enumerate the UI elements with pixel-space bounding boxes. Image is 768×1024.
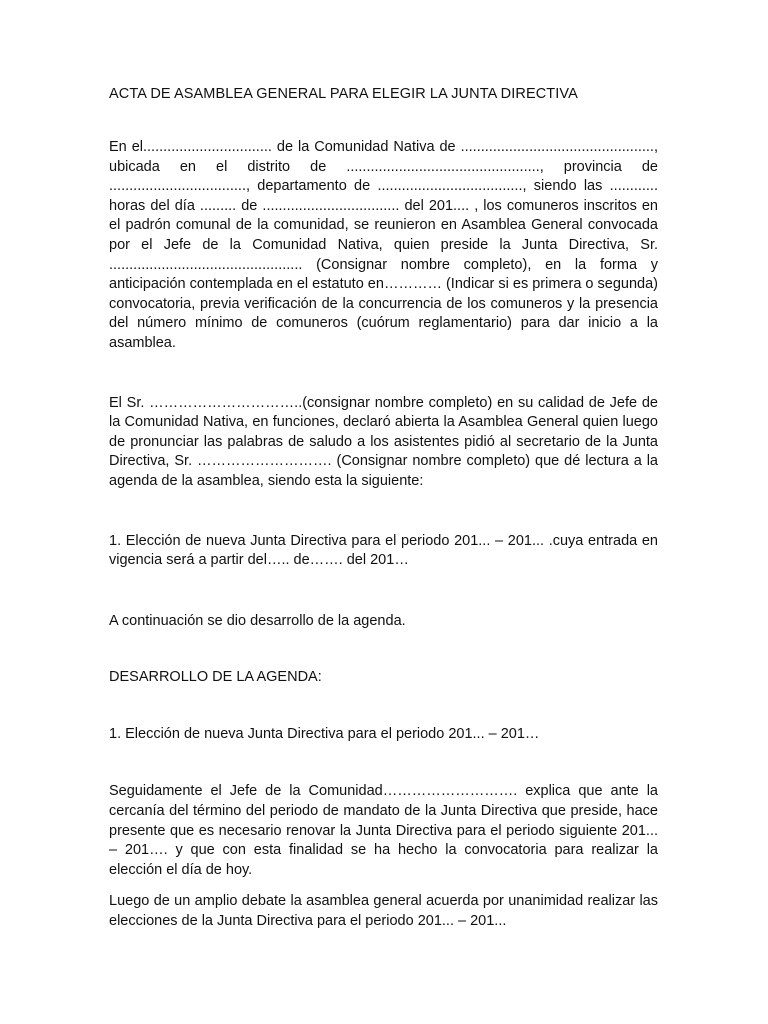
document-body	[109, 84, 658, 932]
agenda-development-item: 1. Elección de nueva Junta Directiva para el periodo 201... – 201…	[109, 725, 540, 742]
opening-statement-paragraph: El Sr. …………………………..(consignar nombre completo) en su calidad de Jefe de la Comunidad Nativa, en funciones, declaró abierta la Asamblea General quien luego de pronunciar las palabras de saludo a los asistentes pidió al secretario de la Junta Directiva, Sr. ………………………. (Consignar nombre completo) que dé lectura a la agenda de la asamblea, siendo esta la siguiente:	[109, 394, 658, 489]
agenda-section-heading: DESARROLLO DE LA AGENDA:	[109, 669, 322, 686]
agenda-continuation-paragraph: A continuación se dio desarrollo de la agenda.	[109, 612, 406, 629]
agenda-item-paragraph: 1. Elección de nueva Junta Directiva para el periodo 201... – 201... .cuya entrada en vigencia será a partir del….. de……. del 201…	[109, 532, 658, 569]
opening-paragraph: En el................................ de la Comunidad Nativa de ................................................, ubicada en el distrito de ................................................, provincia de .................................., departamento de ...................................., siendo las ............ horas del día ......... de .................................. del 201.... , los comuneros inscritos en el padrón comunal de la comunidad, se reunieron en Asamblea General convocada por el Jefe de la Comunidad Nativa, quien preside la Junta Directiva, Sr. ................................................ (Consignar nombre completo), en la forma y anticipación contemplada en el estatuto en………… (Indicar si es primera o segunda) convocatoria, previa verificación de la concurrencia de los comuneros y la presencia del número mínimo de comuneros (cuórum reglamentario) para dar inicio a la asamblea.	[109, 139, 658, 351]
explanation-paragraph: Seguidamente el Jefe de la Comunidad………………………. explica que ante la cercanía del término del periodo de mandato de la Junta Directiva que preside, hace presente que es necesario renovar la Junta Directiva para el periodo siguiente 201... – 201…. y que con esta finalidad se ha hecho la convocatoria para realizar la elección el día de hoy.	[109, 783, 658, 878]
agreement-paragraph: Luego de un amplio debate la asamblea general acuerda por unanimidad realizar las elecciones de la Junta Directiva para el periodo 201... – 201...	[109, 893, 658, 930]
document-title: ACTA DE ASAMBLEA GENERAL PARA ELEGIR LA JUNTA DIRECTIVA	[109, 86, 578, 102]
